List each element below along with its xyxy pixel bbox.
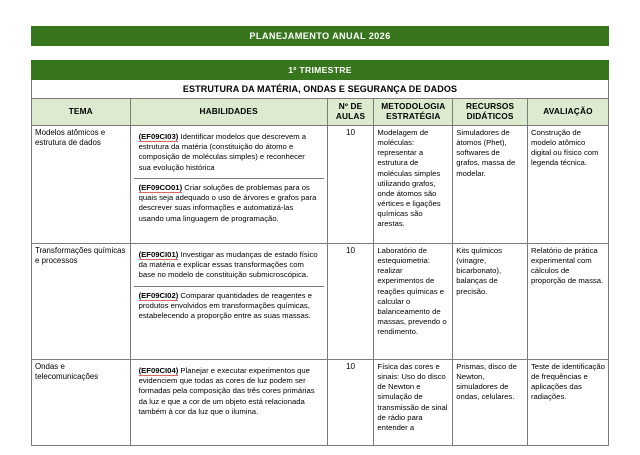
habilidade-entry [134, 178, 324, 228]
habilidades-list [134, 128, 324, 229]
habilidade-entry [134, 362, 324, 422]
unidade-tematica-label: ESTRUTURA DA MATÉRIA, ONDAS E SEGURANÇA DE DADOS [32, 80, 609, 99]
habilidade-item [134, 128, 324, 178]
habilidade-item [134, 246, 324, 286]
cell-habilidades [130, 360, 327, 446]
cell-habilidades [130, 244, 327, 360]
cell-numero-aulas: 10 [327, 360, 374, 446]
habilidade-entry [134, 246, 324, 286]
document-title-banner: PLANEJAMENTO ANUAL 2026 [31, 26, 609, 46]
habilidade-text: Comparar quantidades de reagentes e produtos envolvidos em transformações químicas, estabelecendo a proporção entre as suas massas. [138, 290, 313, 321]
habilidade-text: Identificar modelos que descrevem a estrutura da matéria (constituição do átomo e composição de moléculas simples) e reconhecer sua evolução histórica [138, 132, 307, 172]
habilidade-item [134, 178, 324, 228]
column-header-aulas: Nº DE AULAS [327, 99, 374, 126]
habilidade-code: (EF09CI04) [138, 366, 179, 376]
table-row [32, 360, 609, 446]
habilidade-text: Investigar as mudanças de estado físico da matéria e explicar essas transformações com base no modelo de constituição submicroscópica. [138, 250, 318, 280]
cell-numero-aulas: 10 [327, 244, 374, 360]
cell-avaliacao: Relatório de prática experimental com cálculos de proporção de massa. [527, 244, 608, 360]
cell-metodologia: Modelagem de moléculas: representar a estrutura de moléculas simples utilizando grafos, onde átomos são vértices e ligações químicas são arestas. [374, 126, 453, 244]
cell-avaliacao: Construção de modelo atômico digital ou físico com legenda técnica. [527, 126, 608, 244]
trimestre-header-row [32, 61, 609, 80]
column-header-avaliacao: AVALIAÇÃO [527, 99, 608, 126]
unidade-tematica-row [32, 80, 609, 99]
habilidade-code: (EF09CI03) [138, 132, 179, 142]
habilidade-code: (EF09CO01) [138, 182, 183, 192]
cell-metodologia: Laboratório de estequiometria: realizar experimentos de reações químicas e calcular o balanceamento de massas, prevendo o rendimento. [374, 244, 453, 360]
spacer [31, 46, 609, 60]
habilidade-entry [134, 286, 324, 326]
cell-recursos: Kits químicos (vinagre, bicarbonato), balanças de precisão. [453, 244, 528, 360]
habilidade-item [134, 286, 324, 326]
habilidade-code: (EF09CI02) [138, 290, 179, 300]
column-header-tema: TEMA [32, 99, 131, 126]
cell-habilidades [130, 126, 327, 244]
habilidade-text: Planejar e executar experimentos que evidenciem que todas as cores de luz podem ser formadas pela composição das três cores primárias da luz e que a cor de um objeto está relacionada também à cor da luz que o ilumina. [138, 366, 315, 416]
cell-avaliacao: Teste de identificação de frequências e aplicações das radiações. [527, 360, 608, 446]
habilidade-text: Criar soluções de problemas para os quais seja adequado o uso de árvores e grafos para descrever suas informações e automatizá-las usando uma linguagem de programação. [138, 182, 317, 223]
column-header-metodologia: METODOLOGIA ESTRATÉGIA [374, 99, 453, 126]
planning-table [31, 60, 609, 446]
cell-metodologia: Física das cores e sinais: Uso do disco de Newton e simulação de transmissão de sinal de rádio para entender a [374, 360, 453, 446]
trimestre-label: 1º TRIMESTRE [32, 61, 609, 80]
cell-tema: Ondas e telecomunicações [32, 360, 131, 446]
column-header-habilidades: HABILIDADES [130, 99, 327, 126]
table-row [32, 244, 609, 360]
habilidade-code: (EF09CI01) [138, 250, 179, 260]
cell-tema: Transformações químicas e processos [32, 244, 131, 360]
cell-recursos: Prismas, disco de Newton, simuladores de ondas, celulares. [453, 360, 528, 446]
cell-tema: Modelos atômicos e estrutura de dados [32, 126, 131, 244]
habilidade-item [134, 362, 324, 422]
column-header-recursos: RECURSOS DIDÁTICOS [453, 99, 528, 126]
cell-numero-aulas: 10 [327, 126, 374, 244]
habilidade-entry [134, 128, 324, 178]
habilidades-list [134, 362, 324, 422]
column-header-row [32, 99, 609, 126]
cell-recursos: Simuladores de átomos (Phet), softwares de grafos, massa de modelar. [453, 126, 528, 244]
table-row [32, 126, 609, 244]
habilidades-list [134, 246, 324, 326]
